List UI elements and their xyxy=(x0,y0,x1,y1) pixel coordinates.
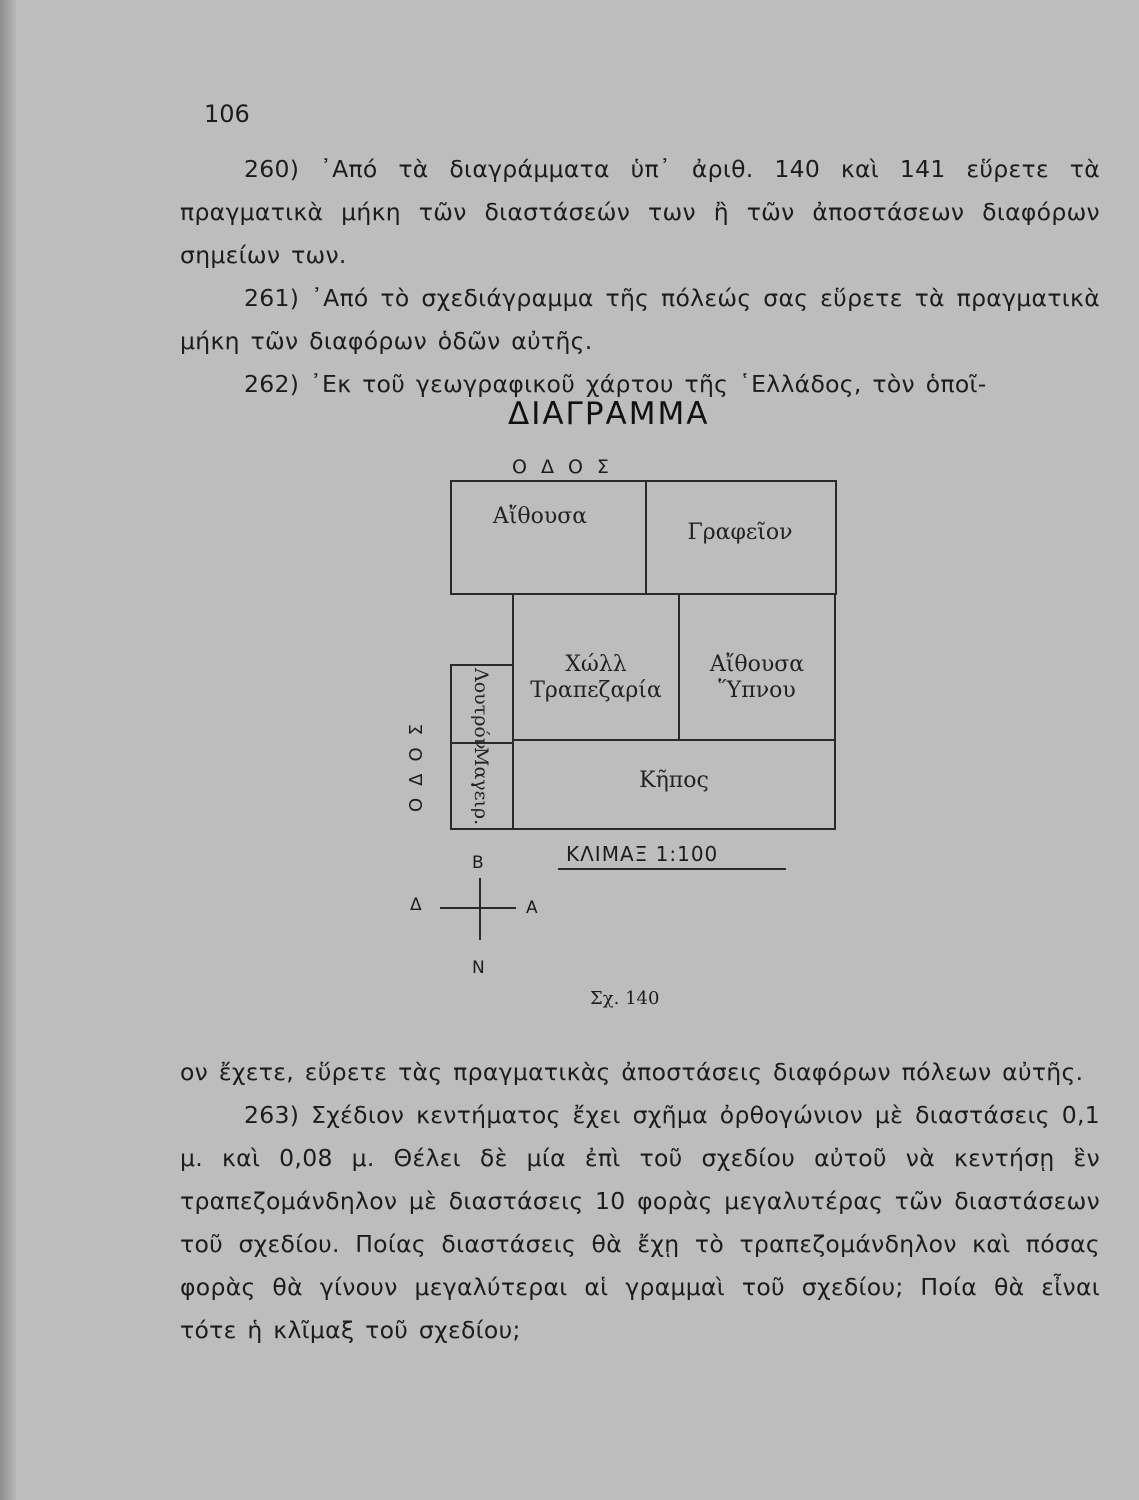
compass-east: Α xyxy=(526,898,538,918)
label-grafeion: Γραφεῖον xyxy=(687,520,793,545)
compass-horizontal-line xyxy=(440,907,516,909)
label-bedroom-line2: Ὕπνου xyxy=(718,678,796,703)
compass-west: Δ xyxy=(410,895,422,915)
label-hall-line1: Χώλλ xyxy=(565,652,627,677)
exercise-260: 260) ᾿Από τὰ διαγράμματα ὑπ᾿ ἀριθ. 140 καὶ 141 εὕρετε τὰ πραγματικὰ μήκη τῶν διαστάσεών των ἢ τῶν ἀποστάσεων διαφόρων σημείων των. xyxy=(180,155,1100,269)
compass-south: Ν xyxy=(472,958,485,978)
label-bedroom xyxy=(684,652,830,704)
label-hall xyxy=(516,652,676,704)
compass-north: Β xyxy=(472,853,484,873)
street-label-left: ΟΔΟΣ xyxy=(406,712,427,813)
page-number: 106 xyxy=(204,100,250,128)
bottom-text-block xyxy=(180,1051,1100,1352)
label-kitchen: Μαγειρ. xyxy=(470,746,492,826)
label-hall-line2: Τραπεζαρία xyxy=(530,678,662,703)
label-aithousa: Αἴθουσα xyxy=(492,504,588,529)
label-bedroom-line1: Αἴθουσα xyxy=(709,652,805,677)
scale-underline xyxy=(558,868,786,870)
room-aithousa xyxy=(450,480,647,595)
street-label-top: ΟΔΟΣ xyxy=(512,456,623,478)
diagram-title: ΔΙΑΓΡΑΜΜΑ xyxy=(508,396,710,432)
exercise-261: 261) ᾿Από τὸ σχεδιάγραμμα τῆς πόλεώς σας εὕρετε τὰ πραγματικὰ μήκη τῶν διαφόρων ὁδῶν αὐτῆς. xyxy=(180,284,1100,355)
top-text-block xyxy=(180,148,1100,406)
label-garden: Κῆπος xyxy=(639,768,709,793)
figure-caption: Σχ. 140 xyxy=(590,988,660,1009)
scale-label: ΚΛΙΜΑΞ 1:100 xyxy=(566,842,719,866)
page-edge xyxy=(0,0,16,1500)
label-bathroom: Λουτρόν xyxy=(470,668,492,750)
exercise-262-continued: ον ἔχετε, εὕρετε τὰς πραγματικὰς ἀποστάσεις διαφόρων πόλεων αὐτῆς. xyxy=(180,1058,1084,1086)
exercise-263: 263) Σχέδιον κεντήματος ἔχει σχῆμα ὀρθογώνιον μὲ διαστάσεις 0,1 μ. καὶ 0,08 μ. Θέλει δὲ μία ἐπὶ τοῦ σχεδίου αὐτοῦ νὰ κεντήσῃ ἓν τραπεζομάνδηλον μὲ διαστάσεις 10 φορὰς μεγαλυτέρας τῶν διαστάσεων τοῦ σχεδίου. Ποίας διαστάσεις θὰ ἔχῃ τὸ τραπεζομάνδηλον καὶ πόσας φορὰς θὰ γίνουν μεγαλύτεραι αἱ γραμμαὶ τοῦ σχεδίου; Ποία θὰ εἶναι τότε ἡ κλῖμαξ τοῦ σχεδίου; xyxy=(180,1101,1100,1344)
compass-vertical-line xyxy=(479,878,481,940)
exercise-262: 262) ᾿Εκ τοῦ γεωγραφικοῦ χάρτου τῆς ῾Ελλάδος, τὸν ὁποῖ- xyxy=(244,370,987,398)
